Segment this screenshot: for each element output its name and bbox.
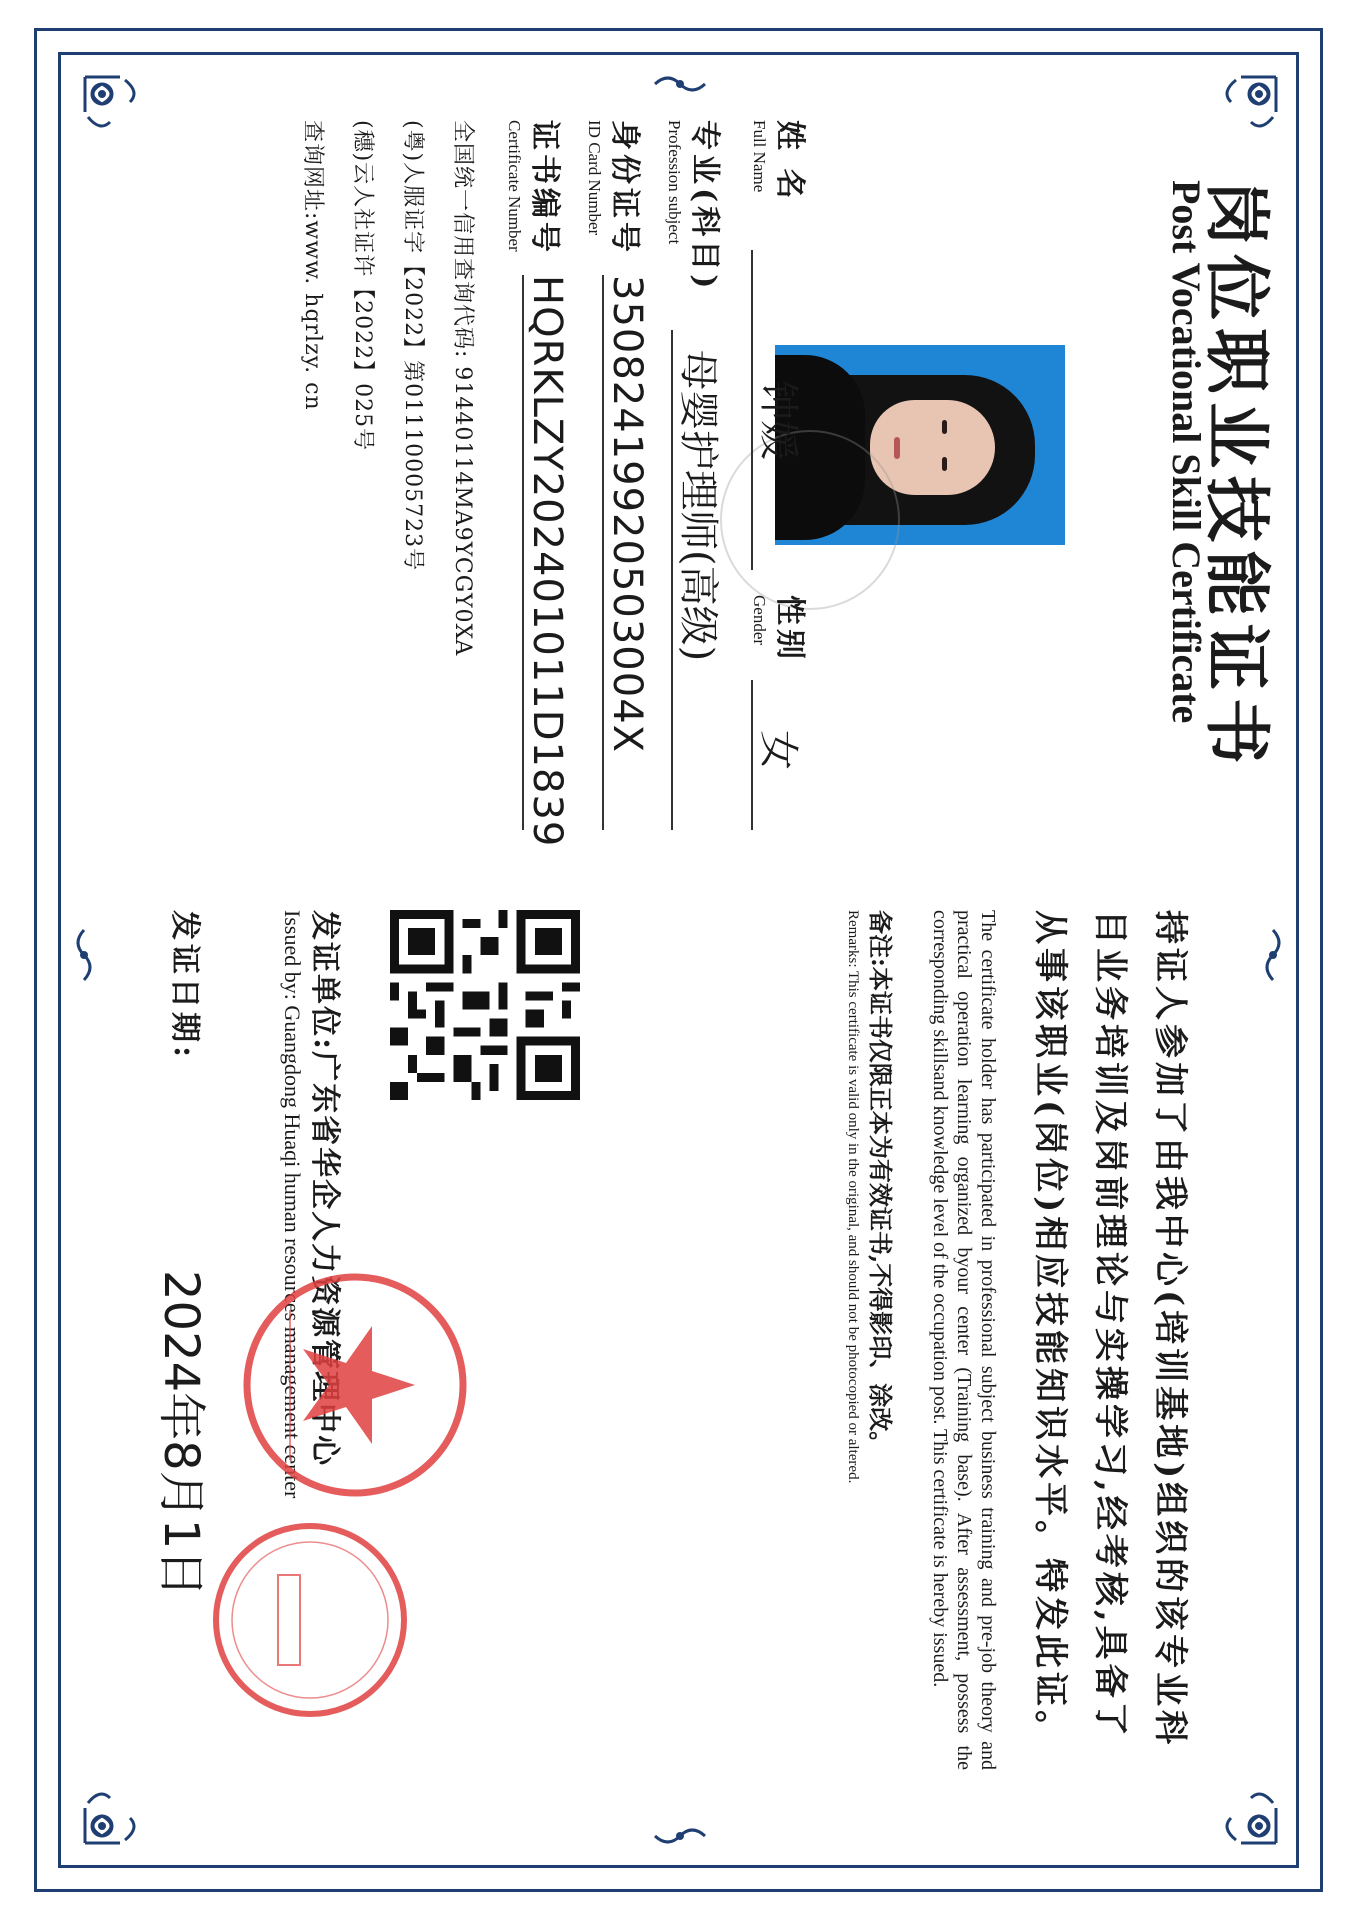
qr-code[interactable] (390, 910, 580, 1100)
license-1: (粤)人服证字【2022】第01110005723号 (400, 120, 425, 572)
certificate-number-value: HQRKLZY202401011D1839 (524, 275, 570, 848)
issued-by-cn: 发证单位:广东省华企人力资源管理中心 (307, 910, 342, 1468)
issue-date-label: 发证日期: (167, 910, 202, 1062)
edge-ornament-icon (650, 1822, 710, 1850)
credit-code: 全国统一信用查询代码: 91440114MA9YCGY0XA (450, 120, 475, 657)
profession-value: 母婴护理师(高级) (671, 330, 730, 830)
id-number-value: 35082419920503004X (602, 275, 650, 830)
gender-label: 性别 Gender (750, 595, 807, 663)
remark-cn: 备注:本证书仅限正本为有效证书,不得影印、涂改。 (866, 910, 895, 1456)
certificate-content (110, 120, 1290, 1810)
issued-by-en: Issued by: Guangdong Huaqi human resources management center (280, 910, 305, 1499)
issue-date: 2024年8月1日 (153, 1270, 209, 1598)
certificate-number-label: 证书编号 Certificate Number (505, 120, 562, 256)
license-2: (穗)云人社证许【2022】025号 (350, 120, 375, 452)
remark-en: Remarks: This certificate is valid only in the original, and should not be photocopied or altered. (845, 910, 861, 1484)
website: 查询网址:www. hqrlzy. cn (300, 120, 325, 411)
edge-ornament-icon (650, 70, 710, 98)
id-number-label: 身份证号 ID Card Number (585, 120, 642, 256)
full-name-value: 钟媛 (751, 250, 810, 570)
full-name-label: 姓 名 Full Name (750, 120, 807, 203)
gender-value: 女 (751, 680, 810, 830)
red-seal-stamp (240, 1270, 470, 1500)
certificate-title-en: Post Vocational Skill Certificate (1164, 180, 1209, 724)
faint-photo-seal (720, 430, 900, 610)
red-seal-stamp-dedicated (210, 1520, 410, 1720)
body-text-en: The certificate holder has participated in professional subject business training and pre-job theory and practical operation learning organized byour center (Training base). After assessment, possess the corresponding skillsand knowledge level of the occupation post. This certificate is hereby issued. (929, 910, 999, 1770)
profession-label: 专业(科目) Profession subject (665, 120, 722, 293)
edge-ornament-icon (70, 925, 98, 985)
body-text-cn: 持证人参加了由我中心(培训基地)组织的该专业科目业务培训及岗前理论与实操学习,经考核,具备了从事该职业(岗位)相应技能知识水平。特发此证。 (1030, 910, 1190, 1749)
certificate-body (844, 910, 1200, 1770)
certificate-title-cn: 岗位职业技能证书 (1198, 180, 1276, 772)
